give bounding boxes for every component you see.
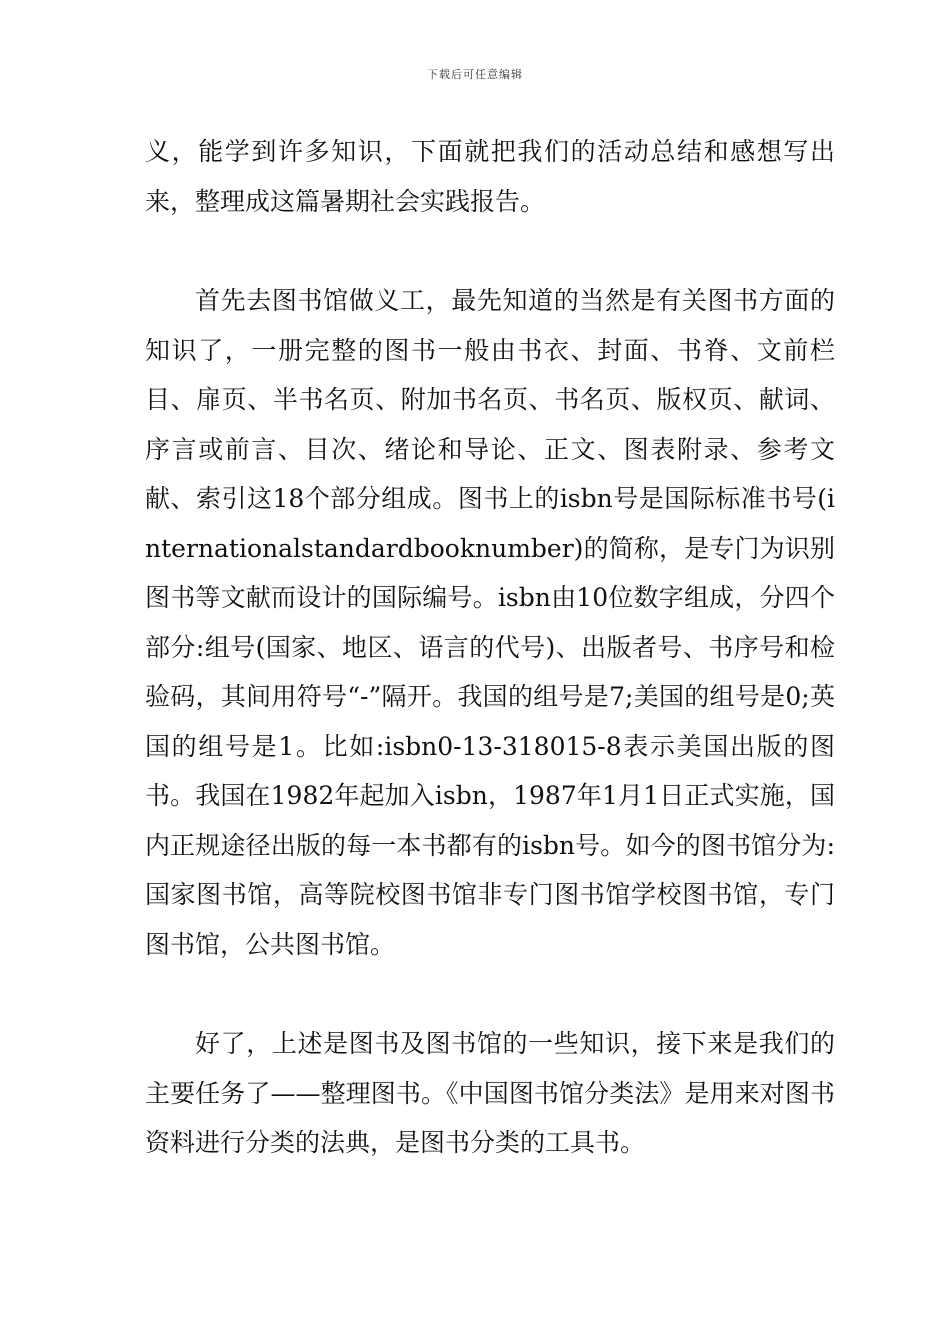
- document-body: [145, 127, 835, 1168]
- paragraph-main-task: 好了，上述是图书及图书馆的一些知识，接下来是我们的主要任务了——整理图书。《中国图书馆分类法》是用来对图书资料进行分类的法典，是图书分类的工具书。: [145, 1029, 835, 1157]
- paragraph-library-knowledge: 首先去图书馆做义工，最先知道的当然是有关图书方面的知识了，一册完整的图书一般由书衣、封面、书脊、文前栏目、扉页、半书名页、附加书名页、书名页、版权页、献词、序言或前言、目次、绪论和导论、正文、图表附录、参考文献、索引这18个部分组成。图书上的isbn号是国际标准书号(internationalstandardbooknumber)的简称，是专门为识别图书等文献而设计的国际编号。isbn由10位数字组成，分四个部分:组号(国家、地区、语言的代号)、出版者号、书序号和检验码，其间用符号“-”隔开。我国的组号是7;美国的组号是0;英国的组号是1。比如:isbn0-13-318015-8表示美国出版的图书。我国在1982年起加入isbn，1987年1月1日正式实施，国内正规途径出版的每一本书都有的isbn号。如今的图书馆分为:国家图书馆，高等院校图书馆非专门图书馆学校图书馆，专门图书馆，公共图书馆。: [145, 286, 835, 959]
- paragraph-continuation: 义，能学到许多知识，下面就把我们的活动总结和感想写出来，整理成这篇暑期社会实践报告。: [145, 137, 835, 216]
- page-header: 下载后可任意编辑: [427, 68, 523, 81]
